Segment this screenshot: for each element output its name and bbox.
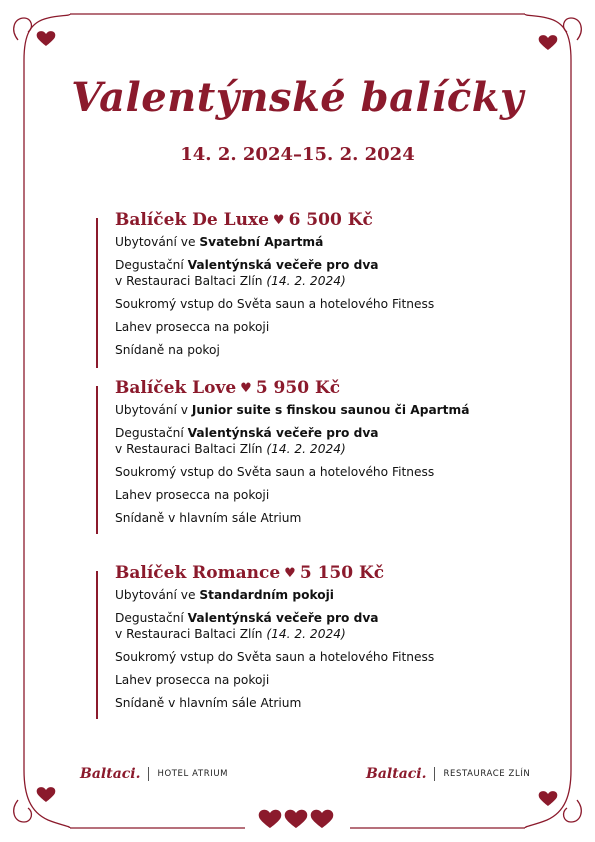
package-price: 5 150 Kč [299,563,385,583]
package-items [96,234,546,358]
logo-restaurace-zlin [366,766,530,782]
item-text: Soukromý vstup do Světa saun a hotelového Fitness [115,465,435,479]
heart-icon: ♥ [240,381,252,396]
list-item [115,487,546,503]
item-text: Degustační [115,426,188,440]
list-item [115,342,546,358]
list-item [115,425,546,457]
heart-icon [285,810,308,828]
package-accent-line [96,571,98,719]
list-item [115,257,546,289]
baltaci-logo-mark: Baltaci. [80,766,141,782]
item-date: (14. 2. 2024) [266,442,346,456]
item-highlight: Valentýnská večeře pro dva [187,258,379,272]
item-highlight: Svatební Apartmá [199,235,324,249]
list-item [115,587,546,603]
item-text: Lahev prosecca na pokoji [115,488,270,502]
heart-icon [539,791,558,806]
list-item [115,695,546,711]
package-name: Balíček De Luxe [115,210,269,230]
baltaci-logo-mark: Baltaci. [366,766,427,782]
package-price: 6 500 Kč [288,210,373,230]
item-venue: v Restauraci Baltaci Zlín [115,627,267,641]
item-venue: v Restauraci Baltaci Zlín [115,442,267,456]
package-heading [115,378,546,398]
item-text: Ubytování v [115,403,192,417]
package-2 [96,378,546,533]
page-title: Valentýnské balíčky [71,74,524,121]
list-item [115,402,546,418]
item-text: Ubytování ve [115,235,200,249]
heart-icon [311,810,334,828]
divider [148,767,149,781]
package-accent-line [96,386,98,534]
item-text: Snídaně v hlavním sále Atrium [115,696,302,710]
logo-hotel-atrium [80,766,228,782]
package-name: Balíček Love [115,378,237,398]
item-text: Degustační [115,611,188,625]
package-name: Balíček Romance [115,563,281,583]
heart-icon: ♥ [272,213,285,228]
item-highlight: Standardním pokoji [199,588,334,602]
list-item [115,510,546,526]
list-item [115,296,546,312]
item-venue: v Restauraci Baltaci Zlín [115,274,267,288]
package-heading [115,563,546,583]
item-second-line [115,626,546,642]
package-items [96,402,546,526]
list-item [115,319,546,335]
item-text: Ubytování ve [115,588,200,602]
heart-icon: ♥ [284,566,296,581]
item-highlight: Valentýnská večeře pro dva [187,426,379,440]
item-text: Snídaně na pokoj [115,343,220,357]
list-item [115,649,546,665]
package-3 [96,563,546,718]
heart-icon [37,31,56,46]
heart-icon [539,35,558,50]
item-text: Soukromý vstup do Světa saun a hotelového Fitness [115,650,435,664]
item-text: Snídaně v hlavním sále Atrium [115,511,302,525]
item-highlight: Valentýnská večeře pro dva [187,611,379,625]
logo-label: RESTAURACE ZLÍN [443,769,531,779]
list-item [115,672,546,688]
package-1 [96,210,546,365]
package-accent-line [96,218,98,368]
list-item [115,610,546,642]
item-second-line [115,273,546,289]
item-second-line [115,441,546,457]
package-heading [115,210,546,230]
item-date: (14. 2. 2024) [266,627,346,641]
item-text: Lahev prosecca na pokoji [115,320,270,334]
divider [434,767,435,781]
date-range: 14. 2. 2024–15. 2. 2024 [180,144,415,165]
heart-icon [37,787,56,802]
item-text: Soukromý vstup do Světa saun a hotelového Fitness [115,297,435,311]
item-highlight: Junior suite s finskou saunou či Apartmá [191,403,470,417]
list-item [115,234,546,250]
package-price: 5 950 Kč [255,378,341,398]
item-text: Lahev prosecca na pokoji [115,673,270,687]
package-items [96,587,546,711]
item-date: (14. 2. 2024) [266,274,346,288]
heart-icon [259,810,282,828]
item-text: Degustační [115,258,188,272]
logo-label: HOTEL ATRIUM [157,769,229,779]
list-item [115,464,546,480]
